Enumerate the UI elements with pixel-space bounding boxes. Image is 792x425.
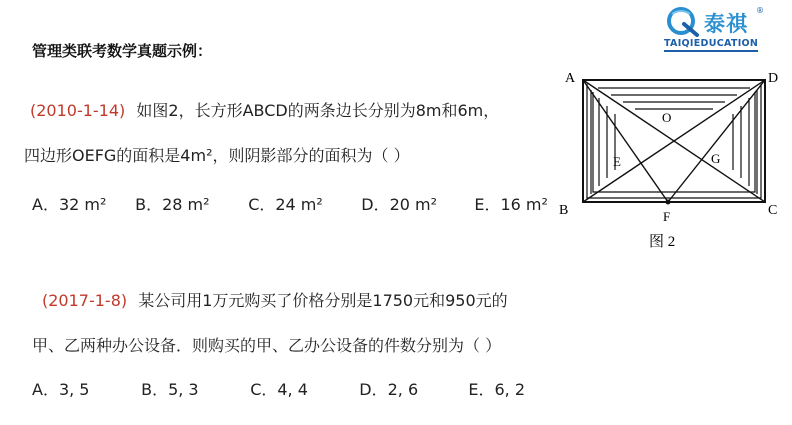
point-f	[666, 200, 671, 205]
taiqi-logo	[664, 4, 776, 54]
label-f: F	[663, 209, 671, 224]
label-c: C	[768, 203, 778, 218]
left-shading	[591, 90, 615, 194]
label-e: E	[613, 154, 621, 169]
q2-option-c: C．4, 4	[250, 380, 308, 399]
rectangle-figure	[553, 66, 783, 256]
q1-option-b: B．28 m²	[135, 195, 210, 214]
label-g: G	[711, 151, 721, 166]
q1-text-line1: 如图2，长方形ABCD的两条边长分别为8m和6m，	[136, 101, 500, 120]
logo-registered-mark: ®	[756, 6, 764, 15]
q2-options	[32, 377, 525, 400]
q2-text-line2: 甲、乙两种办公设备．则购买的甲、乙办公设备的件数分别为（ ）	[32, 336, 502, 355]
label-a: A	[565, 71, 576, 86]
q1-option-d: D．20 m²	[361, 195, 438, 214]
q2-text-line1: 某公司用1万元购买了价格分别是1750元和950元的	[138, 291, 508, 310]
label-d: D	[768, 71, 779, 86]
q1-text-line2: 四边形OEFG的面积是4m²，则阴影部分的面积为（ ）	[24, 146, 410, 165]
q1-options	[32, 192, 548, 215]
q1-source: (2010-1-14)	[30, 101, 126, 120]
q1-option-a: A．32 m²	[32, 195, 107, 214]
logo-emblem-icon	[664, 4, 704, 38]
q2-option-a: A．3, 5	[32, 380, 90, 399]
label-b: B	[559, 203, 569, 218]
q2-option-b: B．5, 3	[141, 380, 199, 399]
logo-chinese-name: 泰祺	[704, 12, 748, 36]
q2-line1	[42, 288, 508, 311]
q2-option-e: E．6, 2	[468, 380, 526, 399]
page-heading: 管理类联考数学真题示例：	[32, 42, 213, 60]
q1-line1	[30, 98, 499, 121]
q1-option-e: E．16 m²	[474, 195, 548, 214]
label-o: O	[662, 110, 672, 125]
figure-caption: 图 2	[649, 234, 676, 250]
logo-english-name: TAIQIEDUCATION	[664, 38, 758, 52]
q2-option-d: D．2, 6	[359, 380, 419, 399]
q1-option-c: C．24 m²	[248, 195, 323, 214]
diagonal-lines	[583, 80, 765, 202]
q2-source: (2017-1-8)	[42, 291, 128, 310]
